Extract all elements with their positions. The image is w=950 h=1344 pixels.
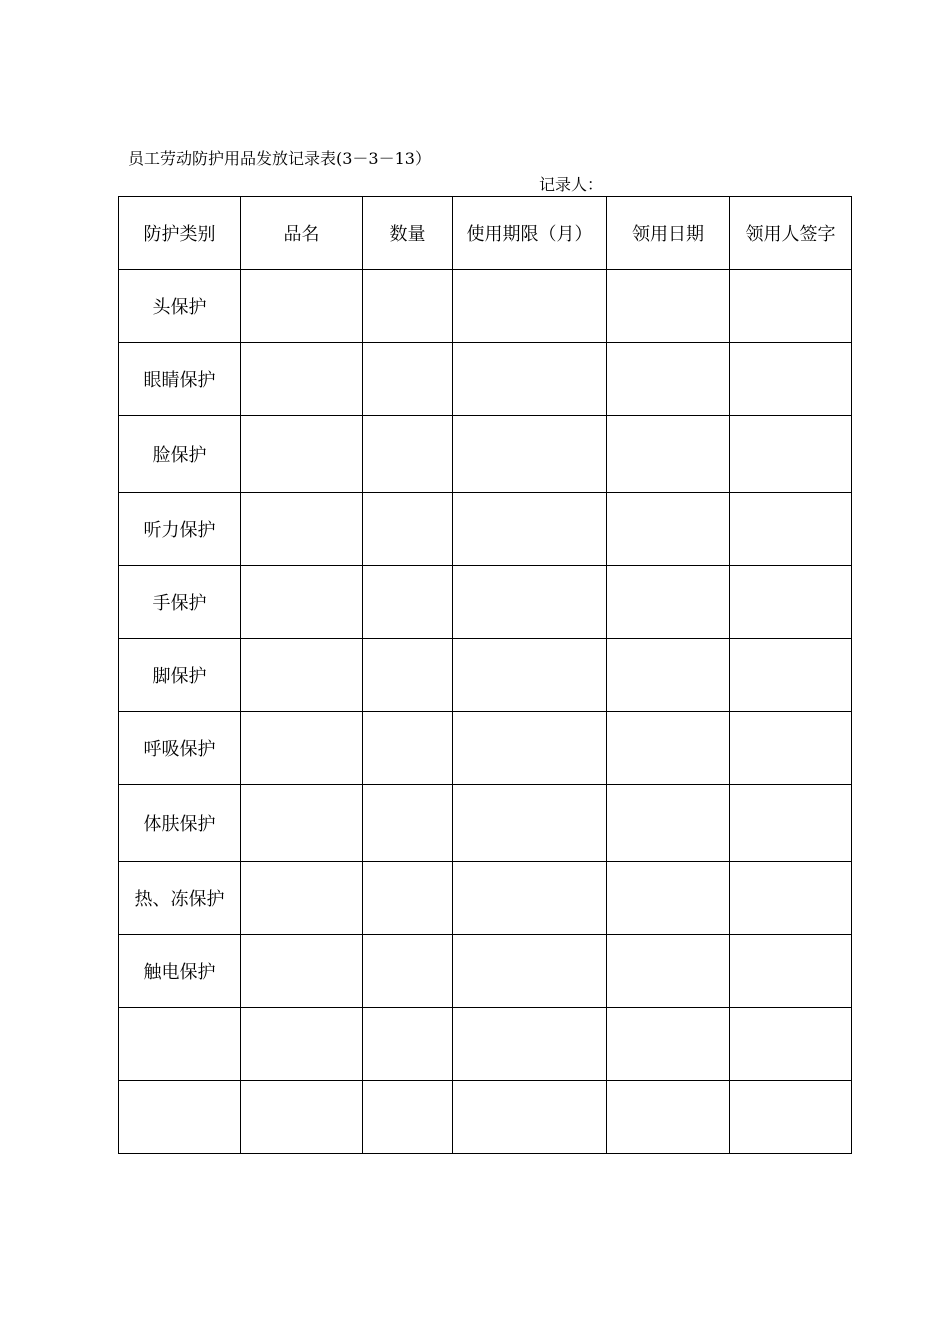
recorder-label: 记录人：	[539, 175, 604, 194]
cell-usage-period[interactable]	[453, 862, 607, 935]
cell-category: 手保护	[119, 566, 241, 639]
cell-recipient-signature[interactable]	[730, 343, 852, 416]
cell-usage-period[interactable]	[453, 639, 607, 712]
table-row	[119, 1081, 852, 1154]
table-row	[119, 343, 852, 416]
cell-quantity[interactable]	[363, 639, 453, 712]
table-row	[119, 493, 852, 566]
cell-item-name[interactable]	[241, 935, 363, 1008]
cell-item-name[interactable]	[241, 416, 363, 493]
table-row	[119, 566, 852, 639]
cell-issue-date[interactable]	[607, 785, 730, 862]
cell-issue-date[interactable]	[607, 566, 730, 639]
cell-quantity[interactable]	[363, 1008, 453, 1081]
cell-usage-period[interactable]	[453, 785, 607, 862]
cell-issue-date[interactable]	[607, 1008, 730, 1081]
cell-issue-date[interactable]	[607, 416, 730, 493]
cell-quantity[interactable]	[363, 416, 453, 493]
table-row	[119, 935, 852, 1008]
cell-issue-date[interactable]	[607, 493, 730, 566]
header-row	[119, 197, 852, 270]
cell-item-name[interactable]	[241, 566, 363, 639]
cell-category: 头保护	[119, 270, 241, 343]
cell-category: 呼吸保护	[119, 712, 241, 785]
cell-issue-date[interactable]	[607, 639, 730, 712]
cell-item-name[interactable]	[241, 712, 363, 785]
cell-issue-date[interactable]	[607, 935, 730, 1008]
document-title: 员工劳动防护用品发放记录表(3－3－13）	[128, 149, 431, 168]
cell-usage-period[interactable]	[453, 493, 607, 566]
table-row	[119, 270, 852, 343]
cell-usage-period[interactable]	[453, 1081, 607, 1154]
table-body	[119, 270, 852, 1154]
table-row	[119, 862, 852, 935]
cell-item-name[interactable]	[241, 493, 363, 566]
cell-recipient-signature[interactable]	[730, 566, 852, 639]
cell-category: 脸保护	[119, 416, 241, 493]
cell-item-name[interactable]	[241, 270, 363, 343]
cell-category: 触电保护	[119, 935, 241, 1008]
cell-issue-date[interactable]	[607, 862, 730, 935]
cell-issue-date[interactable]	[607, 712, 730, 785]
cell-usage-period[interactable]	[453, 1008, 607, 1081]
cell-quantity[interactable]	[363, 270, 453, 343]
cell-category: 热、冻保护	[119, 862, 241, 935]
cell-item-name[interactable]	[241, 1081, 363, 1154]
header-recipient-signature: 领用人签字	[730, 197, 852, 270]
cell-recipient-signature[interactable]	[730, 416, 852, 493]
cell-issue-date[interactable]	[607, 343, 730, 416]
cell-quantity[interactable]	[363, 493, 453, 566]
cell-usage-period[interactable]	[453, 712, 607, 785]
cell-quantity[interactable]	[363, 566, 453, 639]
table-row	[119, 712, 852, 785]
cell-usage-period[interactable]	[453, 566, 607, 639]
cell-usage-period[interactable]	[453, 343, 607, 416]
cell-item-name[interactable]	[241, 862, 363, 935]
cell-recipient-signature[interactable]	[730, 270, 852, 343]
cell-recipient-signature[interactable]	[730, 639, 852, 712]
header-quantity: 数量	[363, 197, 453, 270]
cell-item-name[interactable]	[241, 1008, 363, 1081]
cell-item-name[interactable]	[241, 785, 363, 862]
cell-category	[119, 1008, 241, 1081]
table-row	[119, 639, 852, 712]
header-category: 防护类别	[119, 197, 241, 270]
cell-usage-period[interactable]	[453, 416, 607, 493]
table-row	[119, 1008, 852, 1081]
cell-recipient-signature[interactable]	[730, 785, 852, 862]
cell-item-name[interactable]	[241, 343, 363, 416]
table-row	[119, 785, 852, 862]
cell-issue-date[interactable]	[607, 1081, 730, 1154]
cell-quantity[interactable]	[363, 343, 453, 416]
cell-recipient-signature[interactable]	[730, 493, 852, 566]
table-row	[119, 416, 852, 493]
cell-quantity[interactable]	[363, 862, 453, 935]
record-table	[118, 196, 852, 1154]
cell-quantity[interactable]	[363, 785, 453, 862]
cell-category: 眼睛保护	[119, 343, 241, 416]
cell-recipient-signature[interactable]	[730, 712, 852, 785]
header-item-name: 品名	[241, 197, 363, 270]
cell-recipient-signature[interactable]	[730, 935, 852, 1008]
cell-category: 脚保护	[119, 639, 241, 712]
cell-usage-period[interactable]	[453, 935, 607, 1008]
cell-usage-period[interactable]	[453, 270, 607, 343]
cell-recipient-signature[interactable]	[730, 1081, 852, 1154]
cell-issue-date[interactable]	[607, 270, 730, 343]
cell-category	[119, 1081, 241, 1154]
cell-quantity[interactable]	[363, 935, 453, 1008]
cell-quantity[interactable]	[363, 712, 453, 785]
cell-category: 听力保护	[119, 493, 241, 566]
cell-quantity[interactable]	[363, 1081, 453, 1154]
cell-recipient-signature[interactable]	[730, 1008, 852, 1081]
cell-recipient-signature[interactable]	[730, 862, 852, 935]
cell-category: 体肤保护	[119, 785, 241, 862]
header-usage-period: 使用期限（月）	[453, 197, 607, 270]
header-issue-date: 领用日期	[607, 197, 730, 270]
cell-item-name[interactable]	[241, 639, 363, 712]
